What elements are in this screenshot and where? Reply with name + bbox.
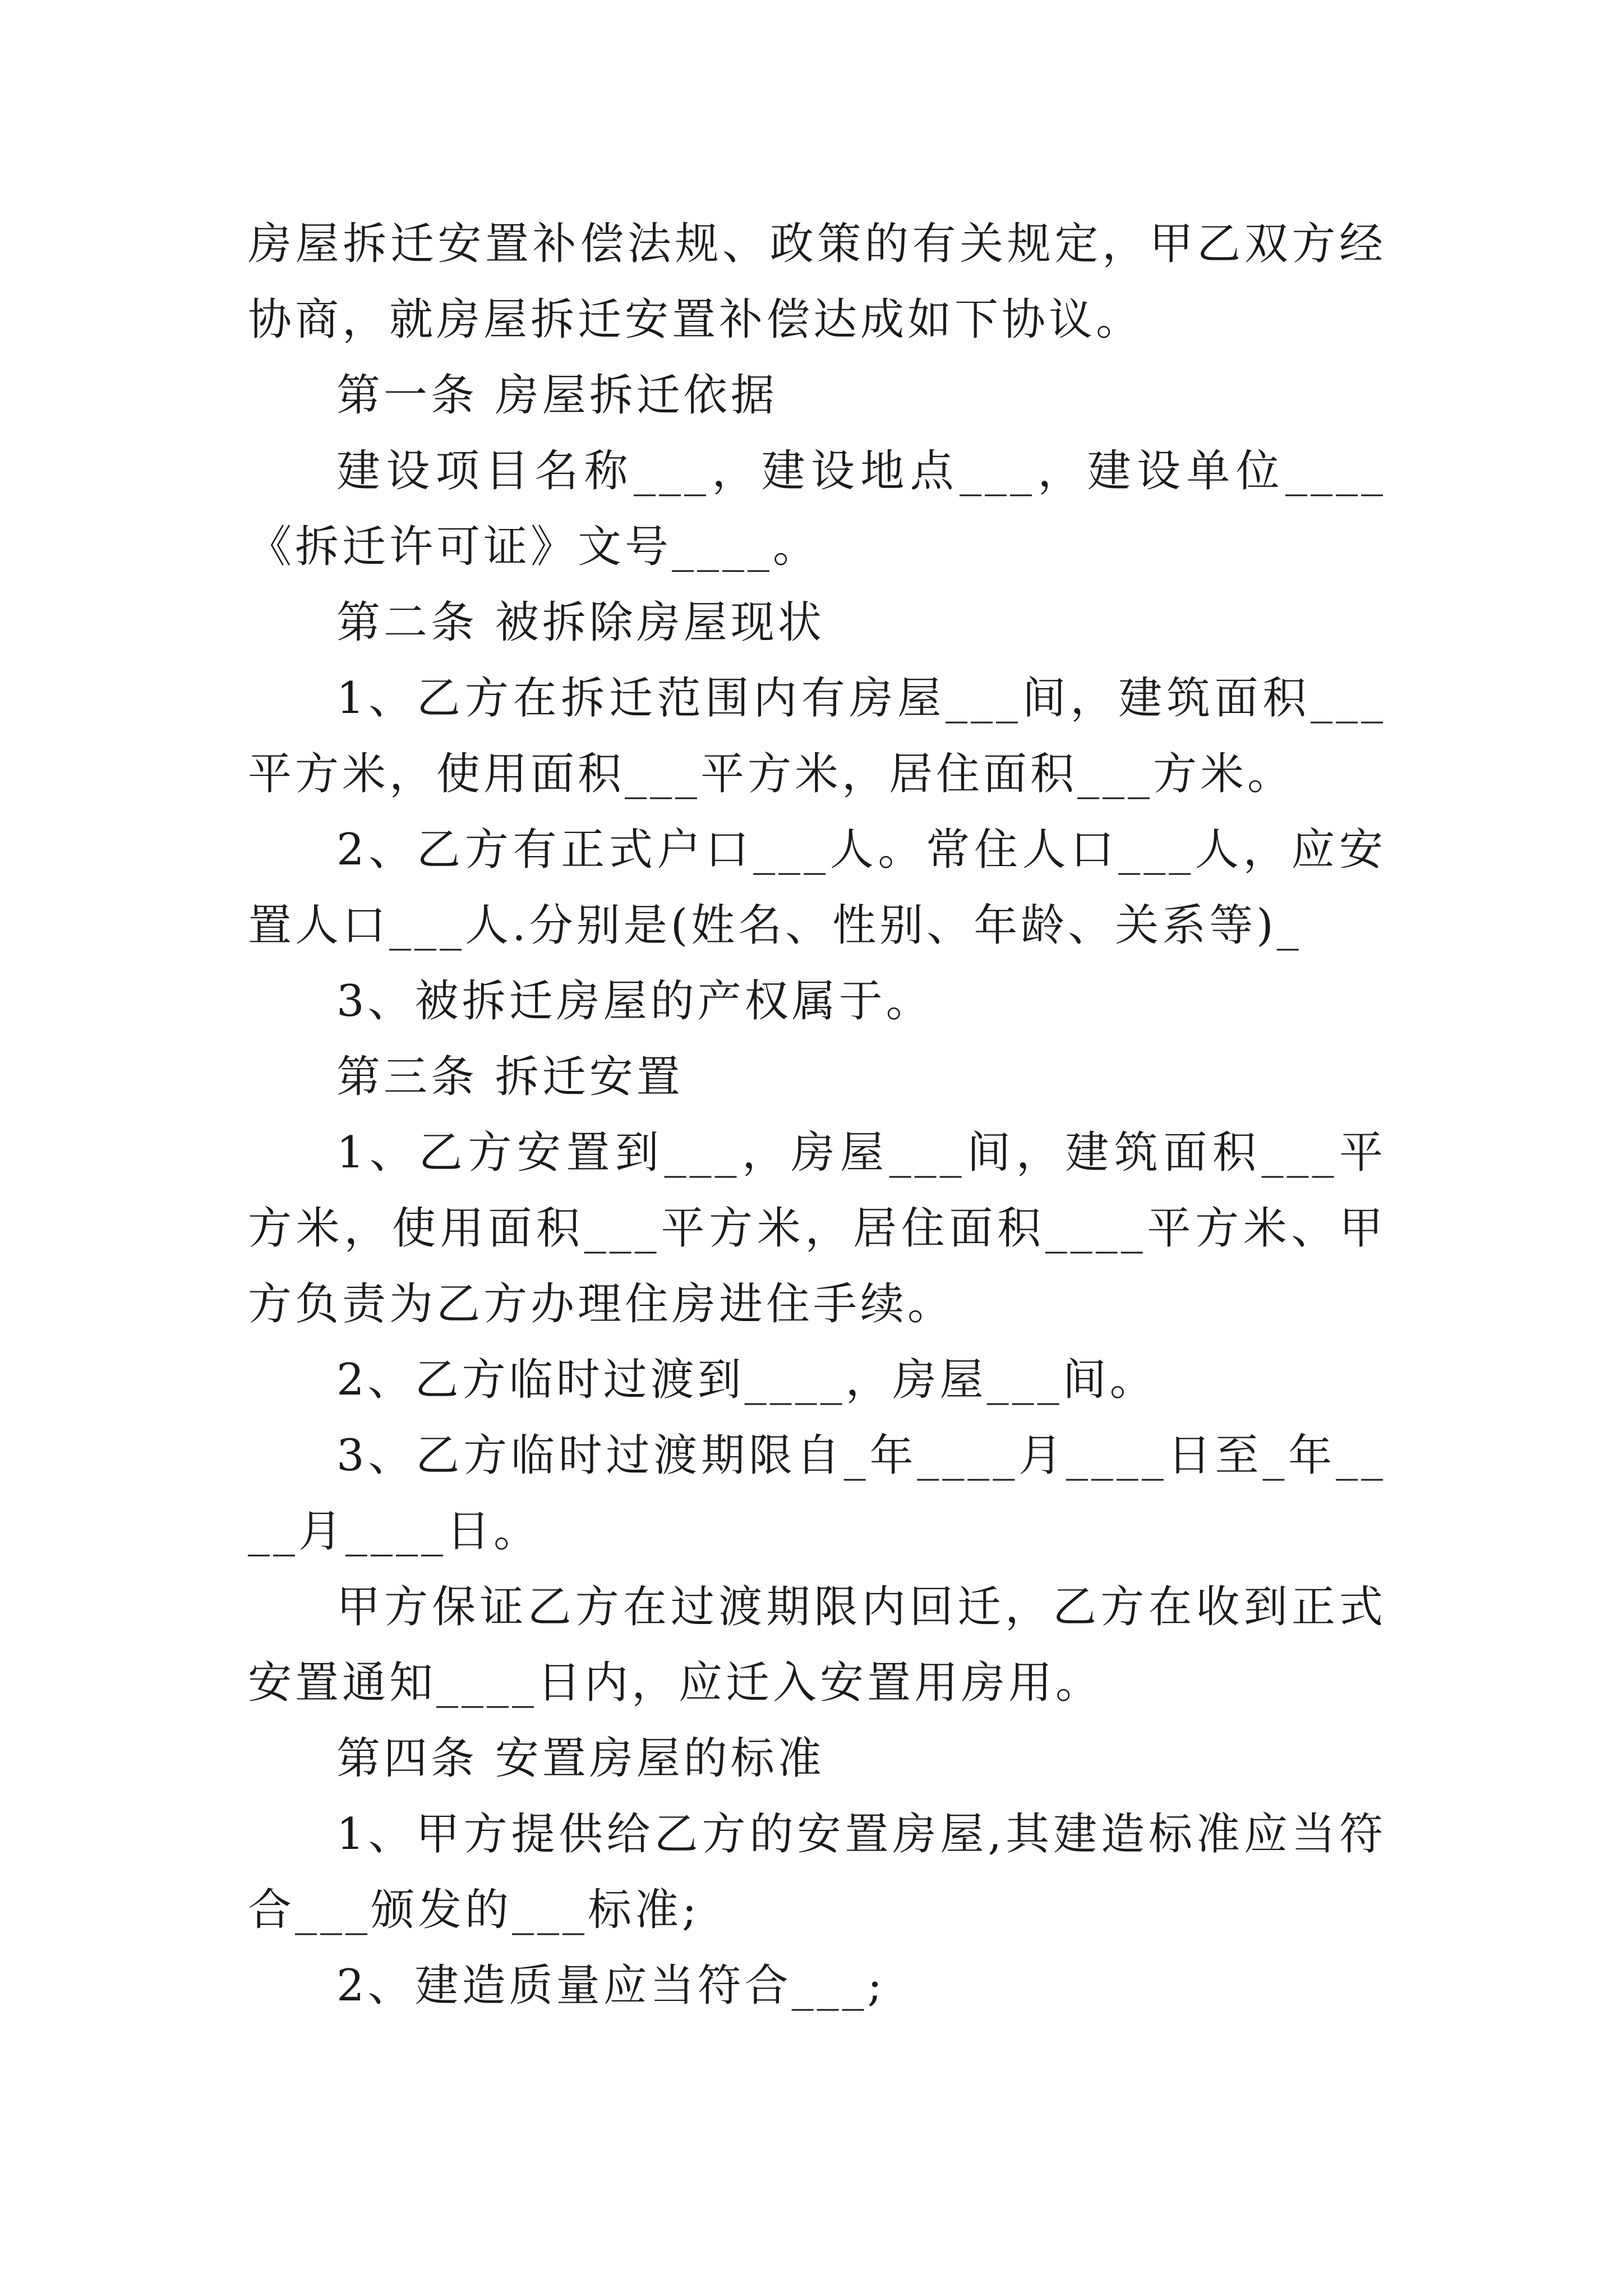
article-4-heading: 第四条 安置房屋的标准 [336,1733,825,1784]
article-3-item-3: 3、乙方临时过渡期限自_年____月____日至_年____月____日。 [248,1430,1386,1557]
article-2-heading: 第二条 被拆除房屋现状 [336,597,825,648]
article-2-item-2: 2、乙方有正式户口___人。常住人口___人，应安置人口___人.分别是(姓名、性别、年龄、关系等)_ [248,825,1386,951]
article-3-heading: 第三条 拆迁安置 [336,1052,684,1102]
article-3-item-1: 1、乙方安置到___，房屋___间，建筑面积___平方米，使用面积___平方米，居住面积____平方米、甲方负责为乙方办理住房进住手续。 [248,1128,1386,1329]
article-4-item-1: 1、甲方提供给乙方的安置房屋,其建造标准应当符合___颁发的___标准; [248,1809,1386,1935]
article-2-item-1: 1、乙方在拆迁范围内有房屋___间，建筑面积___平方米，使用面积___平方米，居住面积___方米。 [248,673,1386,799]
paragraph-intro: 房屋拆迁安置补偿法规、政策的有关规定，甲乙双方经协商，就房屋拆迁安置补偿达成如下协议。 [248,219,1386,345]
article-4-item-2: 2、建造质量应当符合___; [336,1961,886,2011]
article-1-heading: 第一条 房屋拆迁依据 [336,370,778,421]
article-2-item-3: 3、被拆迁房屋的产权属于。 [336,976,933,1027]
article-1-project-info: 建设项目名称___，建设地点___，建设单位____《拆迁许可证》文号____。 [248,446,1386,572]
document-body [248,206,1386,2024]
article-3-item-2: 2、乙方临时过渡到____，房屋___间。 [336,1355,1157,1405]
article-3-guarantee: 甲方保证乙方在过渡期限内回迁，乙方在收到正式安置通知____日内，应迁入安置用房用。 [248,1582,1386,1708]
